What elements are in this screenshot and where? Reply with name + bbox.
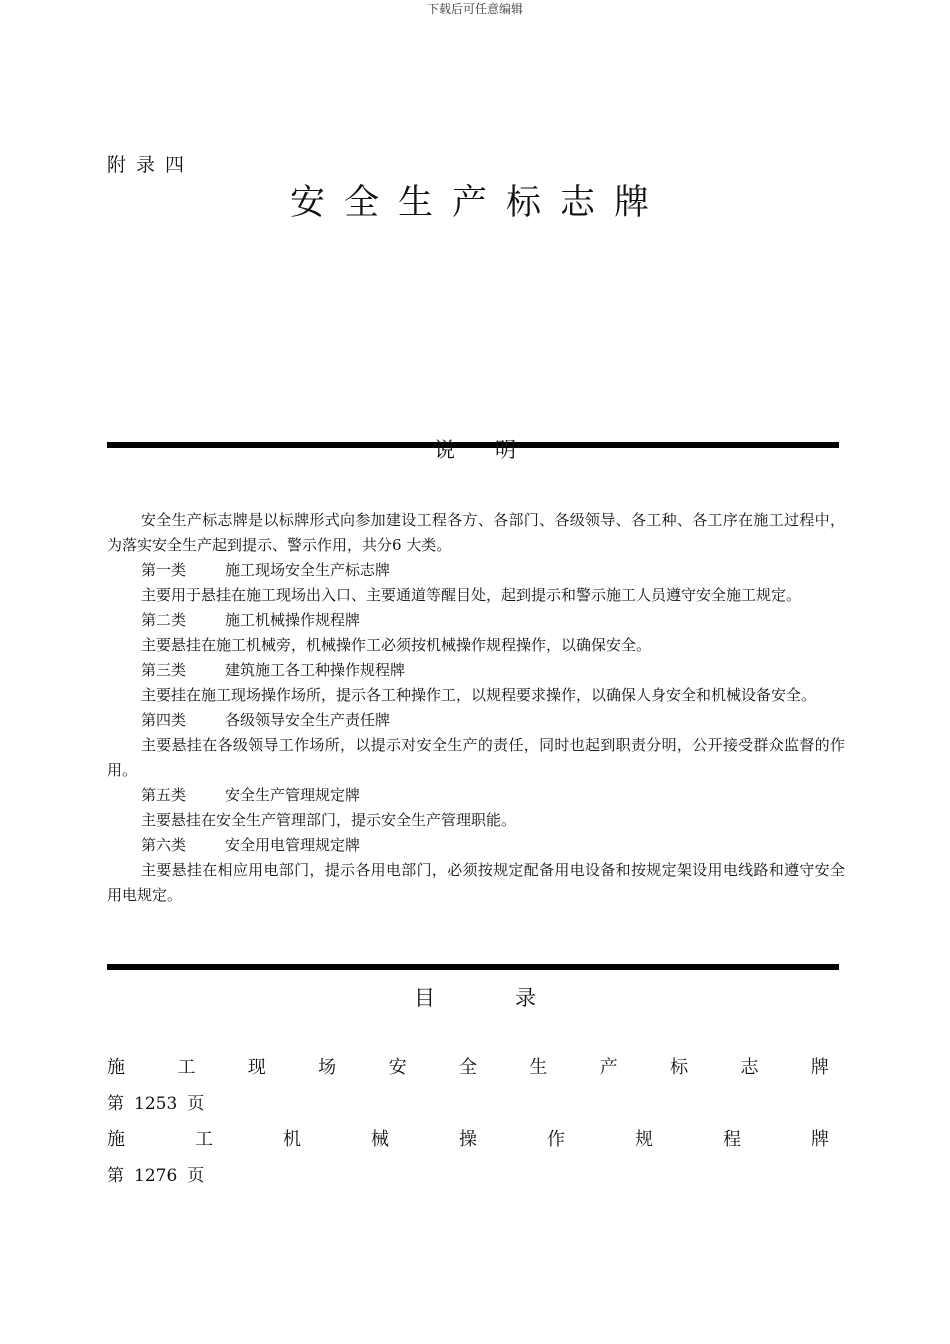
category-description: 主要挂在施工现场操作场所，提示各工种操作工，以规程要求操作，以确保人身安全和机械设备安全。 — [141, 686, 817, 704]
toc-page-prefix: 第 — [107, 1094, 124, 1114]
category-label: 第三类 — [141, 661, 187, 679]
category-heading — [107, 783, 845, 808]
toc-title-char: 机 — [283, 1129, 301, 1150]
category-name: 施工机械操作规程牌 — [225, 611, 361, 629]
page-title: 安全生产标志牌 — [289, 183, 668, 223]
category-description: 主要悬挂在施工机械旁，机械操作工必须按机械操作规程操作，以确保安全。 — [141, 636, 652, 654]
toc-page-number: 1253 — [134, 1094, 178, 1114]
toc-title-char: 牌 — [811, 1129, 829, 1150]
intro-paragraph: 安全生产标志牌是以标牌形式向参加建设工程各方、各部门、各级领导、各工种、各工序在施工过程中，为落实安全生产起到提示、警示作用，共分6 大类。 — [107, 511, 845, 554]
category-name: 施工现场安全生产标志牌 — [225, 561, 391, 579]
toc-title-char: 牌 — [810, 1057, 829, 1078]
toc-title-char: 工 — [177, 1057, 196, 1078]
appendix-label: 附录四 — [107, 154, 195, 176]
toc-title-char: 施 — [107, 1057, 125, 1078]
category-label: 第六类 — [141, 836, 187, 854]
toc-title-char: 规 — [635, 1129, 653, 1150]
toc-title-char: 现 — [247, 1057, 266, 1078]
toc-title-char: 志 — [740, 1057, 759, 1078]
toc-page-prefix: 第 — [107, 1166, 124, 1186]
toc-title-char: 标 — [670, 1057, 689, 1078]
explain-heading: 说明 — [434, 438, 556, 462]
category-description: 主要悬挂在各级领导工作场所，以提示对安全生产的责任，同时也起到职责分明，公开接受群众监督的作用。 — [107, 736, 845, 779]
toc-entry-page — [107, 1084, 829, 1124]
toc-title-char: 产 — [599, 1057, 618, 1078]
toc-title-char: 场 — [318, 1057, 337, 1078]
toc-title-char: 施 — [107, 1129, 125, 1150]
toc-title-char: 全 — [458, 1057, 477, 1078]
category-name: 各级领导安全生产责任牌 — [225, 711, 391, 729]
toc-title-char: 械 — [371, 1129, 389, 1150]
category-heading — [107, 708, 845, 733]
category-heading — [107, 833, 845, 858]
category-heading — [107, 558, 845, 583]
category-label: 第二类 — [141, 611, 187, 629]
toc-entry-title[interactable] — [107, 1124, 829, 1156]
category-description: 主要用于悬挂在施工现场出入口、主要通道等醒目处，起到提示和警示施工人员遵守安全施工规定。 — [141, 586, 802, 604]
toc-page-suffix: 页 — [187, 1166, 205, 1186]
toc-title-char: 操 — [459, 1129, 477, 1150]
category-heading — [107, 658, 845, 683]
toc-entry-title[interactable] — [107, 1052, 829, 1084]
toc-heading: 目录 — [414, 986, 616, 1010]
category-label: 第四类 — [141, 711, 187, 729]
toc-page-number: 1276 — [134, 1166, 178, 1186]
category-heading — [107, 608, 845, 633]
toc-title-char: 生 — [529, 1057, 548, 1078]
category-label: 第一类 — [141, 561, 187, 579]
category-description: 主要悬挂在相应用电部门，提示各用电部门，必须按规定配备用电设备和按规定架设用电线路和遵守安全用电规定。 — [107, 861, 845, 904]
section-divider-bottom — [107, 964, 839, 970]
table-of-contents — [107, 1052, 829, 1196]
category-name: 建筑施工各工种操作规程牌 — [225, 661, 406, 679]
header-note: 下载后可任意编辑 — [426, 2, 523, 16]
category-label: 第五类 — [141, 786, 187, 804]
toc-title-char: 工 — [195, 1129, 213, 1150]
toc-title-char: 程 — [723, 1129, 741, 1150]
toc-title-char: 作 — [547, 1129, 565, 1150]
category-description: 主要悬挂在安全生产管理部门，提示安全生产管理职能。 — [141, 811, 517, 829]
toc-entry-page — [107, 1156, 829, 1196]
category-name: 安全用电管理规定牌 — [225, 836, 361, 854]
toc-page-suffix: 页 — [187, 1094, 205, 1114]
toc-title-char: 安 — [388, 1057, 407, 1078]
explanation-body — [107, 508, 845, 908]
category-name: 安全生产管理规定牌 — [225, 786, 361, 804]
